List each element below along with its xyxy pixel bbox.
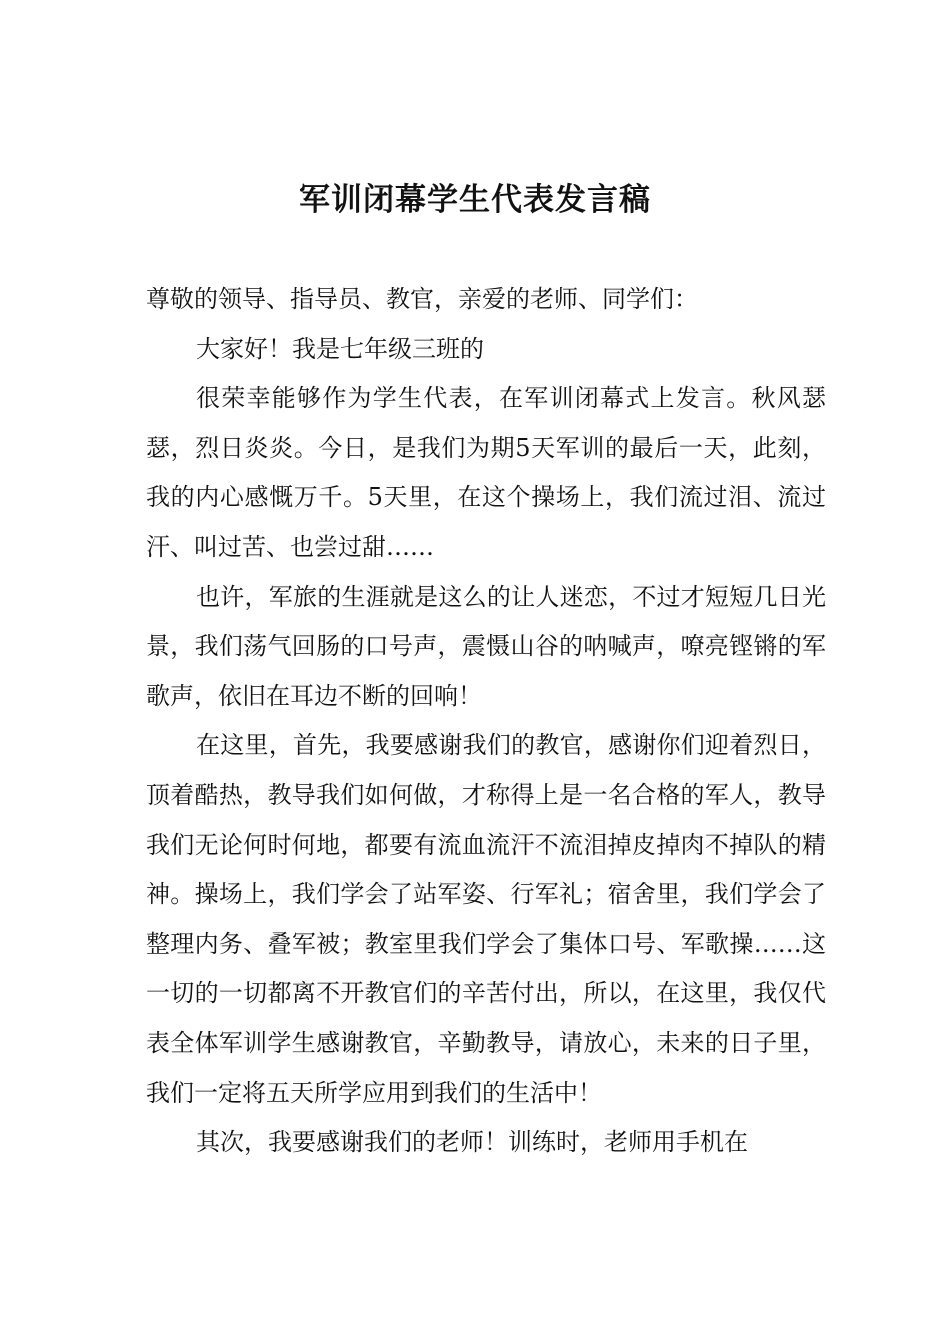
- body-paragraph-4: 其次，我要感谢我们的老师！训练时，老师用手机在: [196, 1128, 748, 1157]
- greeting-paragraph: 大家好！我是七年级三班的: [196, 334, 484, 363]
- document-title: 军训闭幕学生代表发言稿: [299, 182, 651, 218]
- salutation-paragraph: 尊敬的领导、指导员、教官，亲爱的老师、同学们：: [146, 285, 698, 313]
- document-body: [146, 275, 826, 1168]
- body-paragraph-1: 很荣幸能够作为学生代表，在军训闭幕式上发言。秋风瑟瑟，烈日炎炎。今日，是我们为期5天军训的最后一天，此刻，我的内心感慨万千。5天里，在这个操场上，我们流过泪、流过汗、叫过苦、也尝过甜……: [146, 384, 826, 561]
- body-paragraph-3: 在这里，首先，我要感谢我们的教官，感谢你们迎着烈日，顶着酷热，教导我们如何做，才称得上是一名合格的军人，教导我们无论何时何地，都要有流血流汗不流泪掉皮掉肉不掉队的精神。操场上，我们学会了站军姿、行军礼；宿舍里，我们学会了整理内务、叠军被；教室里我们学会了集体口号、军歌操……这一切的一切都离不开教官们的辛苦付出，所以，在这里，我仅代表全体军训学生感谢教官，辛勤教导，请放心，未来的日子里，我们一定将五天所学应用到我们的生活中！: [146, 731, 826, 1107]
- body-paragraph-2: 也许，军旅的生涯就是这么的让人迷恋，不过才短短几日光景，我们荡气回肠的口号声，震慑山谷的呐喊声，嘹亮铿锵的军歌声，依旧在耳边不断的回响！: [146, 582, 826, 710]
